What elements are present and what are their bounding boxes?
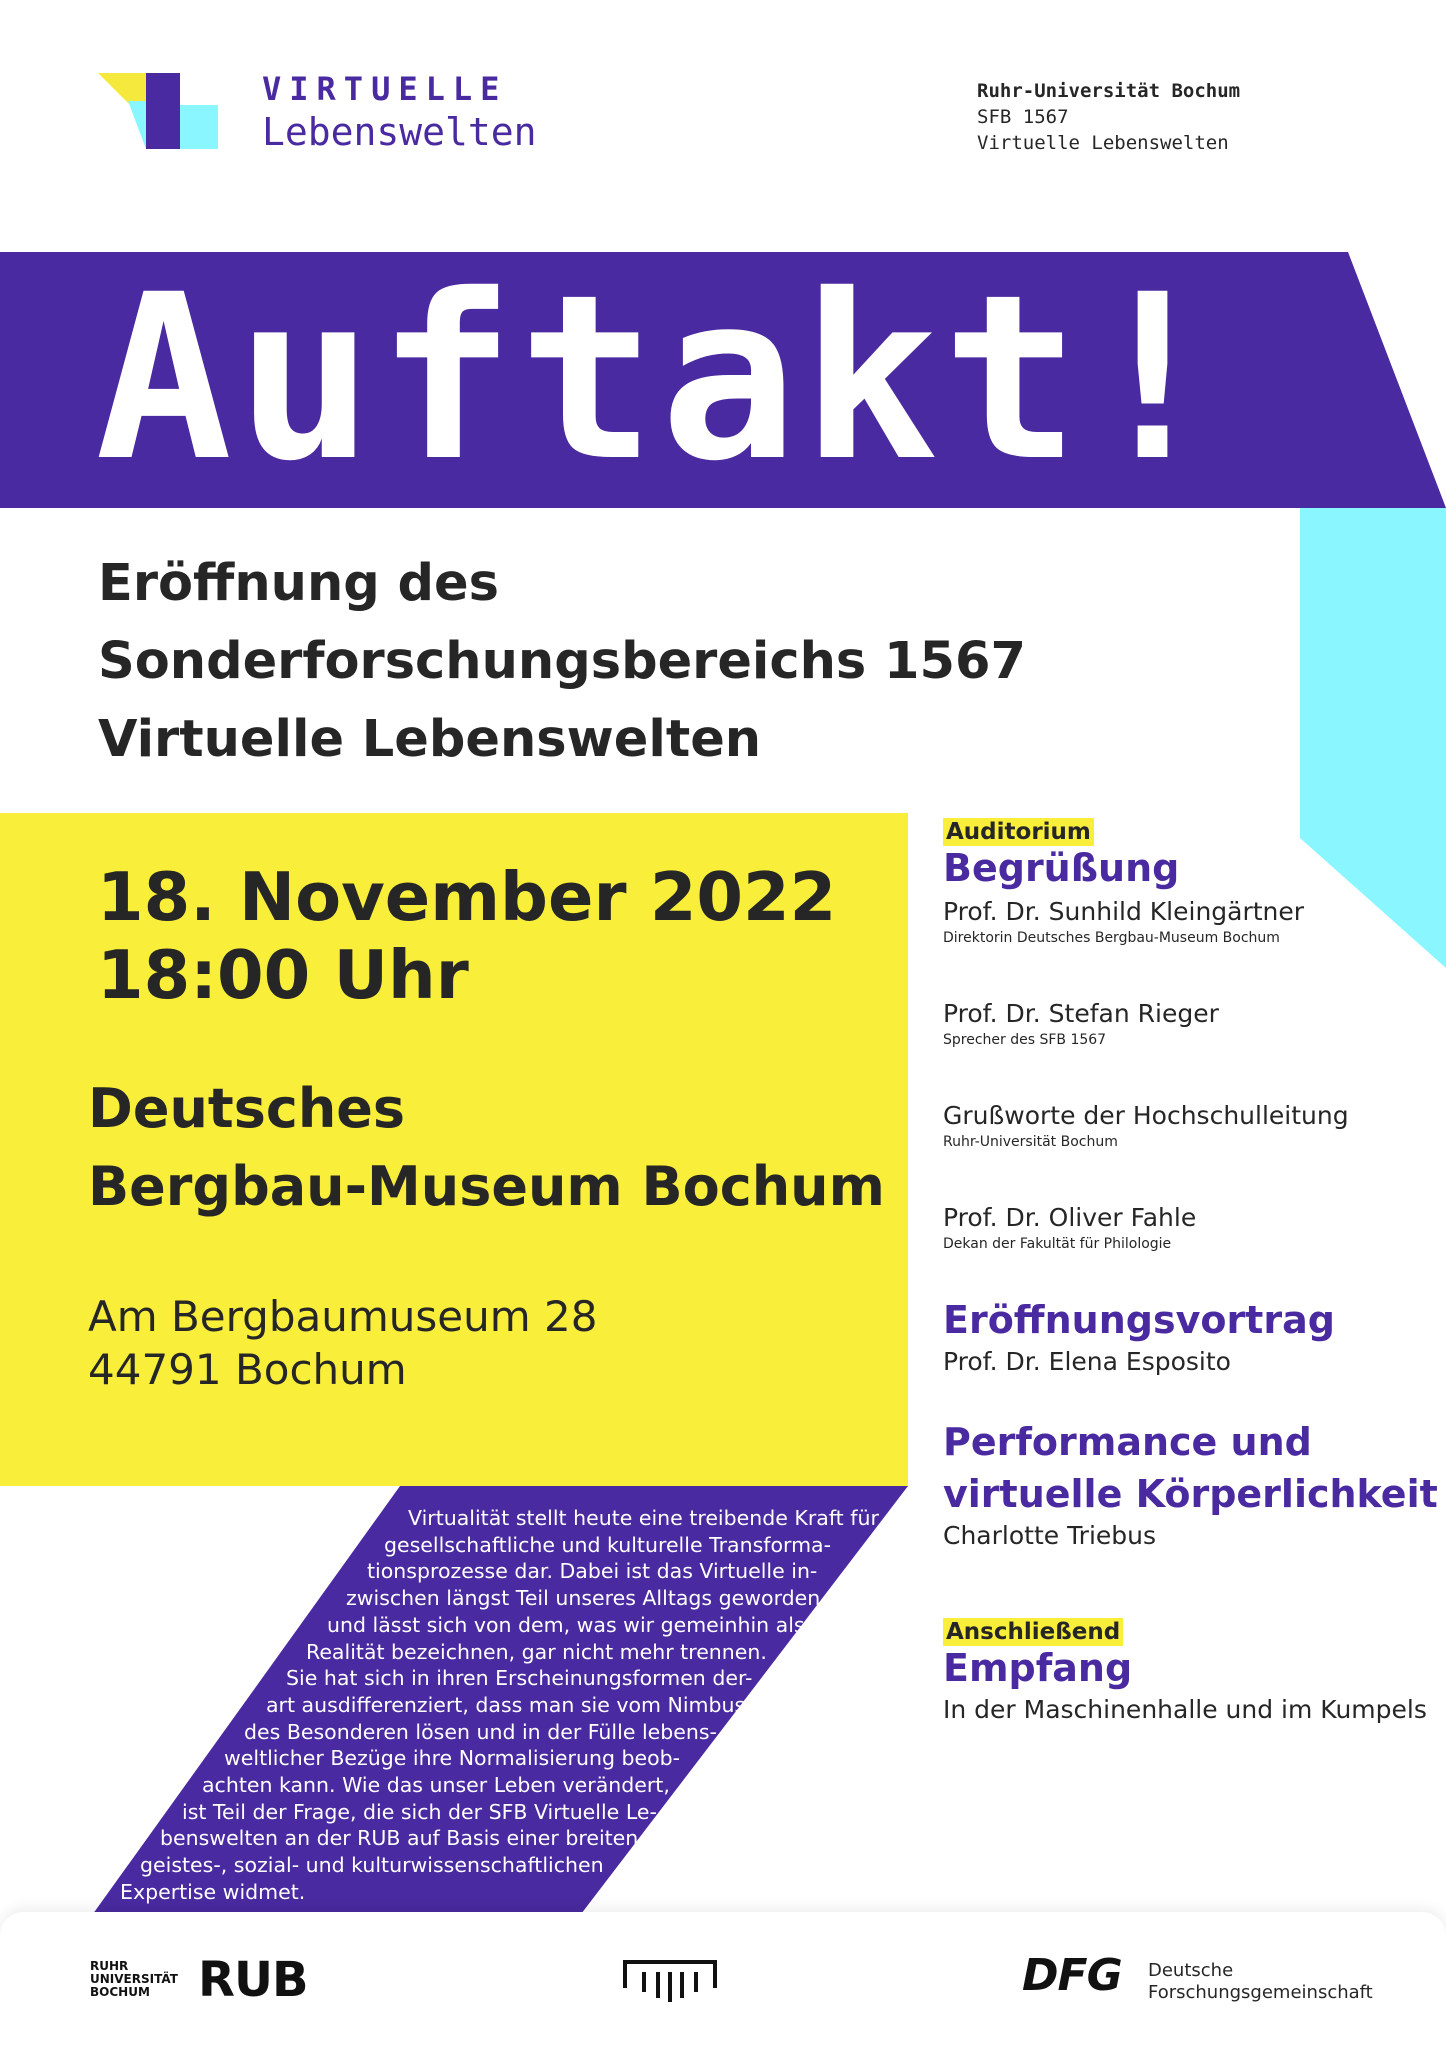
- description-line: gesellschaftliche und kulturelle Transforma-: [384, 1532, 832, 1557]
- address-street: Am Bergbaumuseum 28: [88, 1292, 598, 1341]
- program-column: [943, 818, 1438, 1726]
- afterwards-tag: Anschließend: [943, 1618, 1123, 1646]
- event-subtitle: [98, 545, 1026, 779]
- logo-word-lebenswelten: Lebenswelten: [262, 110, 537, 154]
- vl-logo-icon: [98, 73, 218, 149]
- lecture-heading: Eröffnungsvortrag: [943, 1298, 1335, 1342]
- speaker-role: Sprecher des SFB 1567: [943, 1032, 1107, 1048]
- event-venue: [88, 1070, 885, 1226]
- speaker-role: Direktorin Deutsches Bergbau-Museum Bochum: [943, 930, 1280, 946]
- event-address: [88, 1290, 597, 1396]
- speaker-name: Grußworte der Hochschulleitung: [943, 1101, 1349, 1130]
- description-line: Expertise widmet.: [120, 1879, 306, 1904]
- description-line: des Besonderen lösen und in der Fülle lebens-: [244, 1719, 717, 1744]
- logo-word-virtuelle: VIRTUELLE: [262, 70, 508, 108]
- description-line: weltlicher Bezüge ihre Normalisierung beob-: [224, 1746, 681, 1771]
- description-line: art ausdifferenziert, dass man sie vom Nimbus: [266, 1692, 746, 1717]
- bergbau-museum-logo-icon: [622, 1958, 718, 2008]
- date-line: 18. November 2022: [97, 858, 837, 936]
- rub-logo-line: UNIVERSITÄT: [90, 1972, 178, 1986]
- auditorium-tag: Auditorium: [943, 818, 1094, 846]
- institution-project: Virtuelle Lebenswelten: [977, 132, 1229, 154]
- description-line: geistes-, sozial- und kulturwissenschaftlichen: [140, 1853, 604, 1878]
- institution-name: Ruhr-Universität Bochum: [977, 80, 1241, 102]
- description-line: Sie hat sich in ihren Erscheinungsformen der-: [286, 1666, 753, 1691]
- welcome-heading: Begrüßung: [943, 846, 1180, 890]
- performance-block: [943, 1416, 1438, 1552]
- description-line: Virtualität stellt heute eine treibende Kraft für: [408, 1506, 879, 1530]
- rub-logo: RUB: [198, 1952, 308, 2008]
- lecture-speaker: Prof. Dr. Elena Esposito: [943, 1347, 1231, 1376]
- speaker-name: Prof. Dr. Oliver Fahle: [943, 1203, 1197, 1232]
- speaker-name: Prof. Dr. Sunhild Kleingärtner: [943, 897, 1305, 926]
- description-line: benswelten an der RUB auf Basis einer breiten: [160, 1826, 639, 1851]
- description-text: [90, 1505, 879, 1906]
- subtitle-line: Virtuelle Lebenswelten: [98, 710, 762, 769]
- institution-block: [977, 78, 1240, 156]
- description-line: achten kann. Wie das unser Leben verändert,: [202, 1773, 670, 1798]
- speaker-role: Ruhr-Universität Bochum: [943, 1134, 1118, 1150]
- dfg-logo-line: Forschungsgemeinschaft: [1148, 1982, 1373, 2003]
- rub-logo-text: [90, 1960, 178, 1999]
- rub-logo-line: RUHR: [90, 1959, 129, 1973]
- dfg-logo: DFG: [1022, 1950, 1122, 2001]
- reception-heading: Empfang: [943, 1646, 1133, 1690]
- description-line: ist Teil der Frage, die sich der SFB Virtuelle Le-: [182, 1799, 657, 1824]
- headline: Auftakt!: [95, 245, 1226, 511]
- time-line: 18:00 Uhr: [97, 936, 469, 1014]
- subtitle-line: Eröffnung des: [98, 554, 499, 613]
- dfg-logo-line: Deutsche: [1148, 1960, 1234, 1981]
- venue-line: Bergbau-Museum Bochum: [88, 1155, 885, 1218]
- dfg-logo-text: [1148, 1960, 1373, 2004]
- event-date: [97, 858, 836, 1014]
- rub-logo-line: BOCHUM: [90, 1985, 150, 1999]
- speaker-role: Dekan der Fakultät für Philologie: [943, 1236, 1172, 1252]
- performance-speaker: Charlotte Triebus: [943, 1521, 1157, 1550]
- speaker-name: Prof. Dr. Stefan Rieger: [943, 999, 1219, 1028]
- speaker-entry: [943, 998, 1413, 1050]
- institution-sfb: SFB 1567: [977, 106, 1069, 128]
- description-line: Realität bezeichnen, gar nicht mehr trennen.: [306, 1639, 767, 1664]
- performance-heading: Performance und: [943, 1420, 1312, 1464]
- speaker-entry: [943, 896, 1413, 948]
- description-line: tionsprozesse dar. Dabei ist das Virtuelle in-: [367, 1559, 818, 1584]
- subtitle-line: Sonderforschungsbereichs 1567: [98, 632, 1026, 691]
- venue-line: Deutsches: [88, 1077, 406, 1140]
- address-city: 44791 Bochum: [88, 1345, 407, 1394]
- description-line: zwischen längst Teil unseres Alltags geworden: [346, 1586, 821, 1611]
- description-line: und lässt sich von dem, was wir gemeinhin als: [327, 1612, 805, 1637]
- speaker-entry: [943, 1202, 1413, 1254]
- speaker-entry: [943, 1100, 1413, 1152]
- performance-heading: virtuelle Körperlichkeit: [943, 1472, 1438, 1516]
- reception-location: In der Maschinenhalle und im Kumpels: [943, 1695, 1427, 1724]
